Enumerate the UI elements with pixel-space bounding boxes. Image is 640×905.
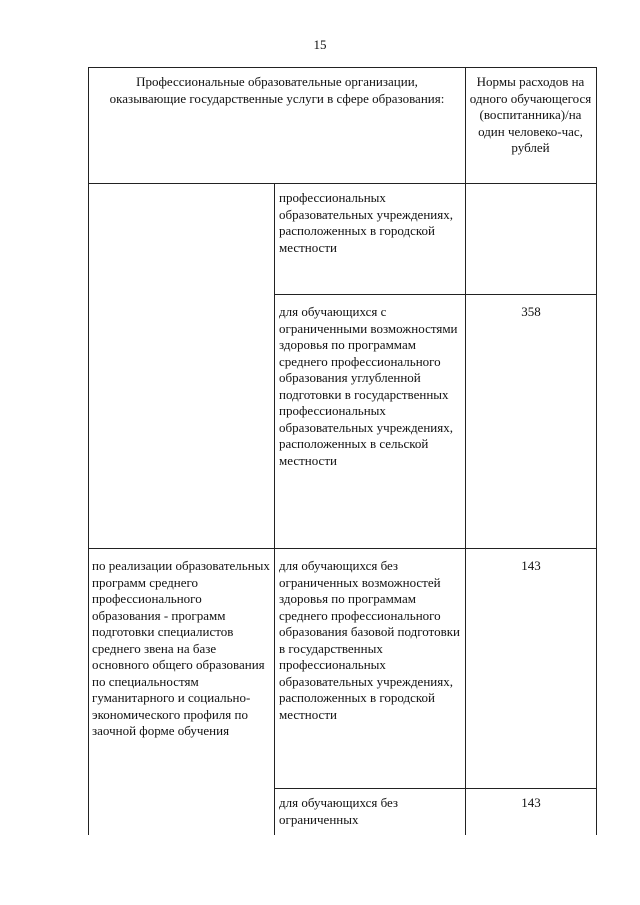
- row-divider: [274, 788, 596, 789]
- table-cell-description: для обучающихся с ограниченными возможностями здоровья по программам среднего профессионального образования углубленной подготовки в государственных профессиональных образовательных учреждениях, расположенных в сельской местности: [279, 304, 458, 468]
- header-expense-norms: Нормы расходов на одного обучающегося (воспитанника)/на один человеко-час, рублей: [469, 74, 592, 155]
- page-number: 15: [313, 37, 327, 52]
- table-cell-description: для обучающихся без ограниченных возможностей здоровья по программам среднего профессионального образования базовой подготовки в государственных профессиональных образовательных учреждениях, расположенных в городской местности: [279, 558, 460, 722]
- header-bottom-border: [88, 183, 596, 184]
- table-right-border: [596, 67, 597, 835]
- table-cell-description: профессиональных образовательных учреждениях, расположенных в городской местности: [279, 190, 453, 255]
- column-divider: [274, 183, 275, 835]
- table-left-border: [88, 67, 89, 835]
- column-divider: [465, 67, 466, 835]
- row-divider: [88, 548, 596, 549]
- table-top-border: [88, 67, 596, 68]
- row-divider: [274, 294, 596, 295]
- table-cell-program: по реализации образовательных программ среднего профессионального образования - программ подготовки специалистов среднего звена на базе основного общего образования по специальностям гуманитарного и социально-экономического профиля по заочной форме обучения: [92, 558, 270, 738]
- table-cell-norm-value: 143: [521, 558, 541, 573]
- header-organizations: Профессиональные образовательные организации, оказывающие государственные услуги в сфере образования:: [109, 74, 445, 106]
- table-cell-norm-value: 358: [521, 304, 541, 319]
- table-cell-description: для обучающихся без ограниченных: [279, 795, 399, 827]
- table-cell-norm-value: 143: [521, 795, 541, 810]
